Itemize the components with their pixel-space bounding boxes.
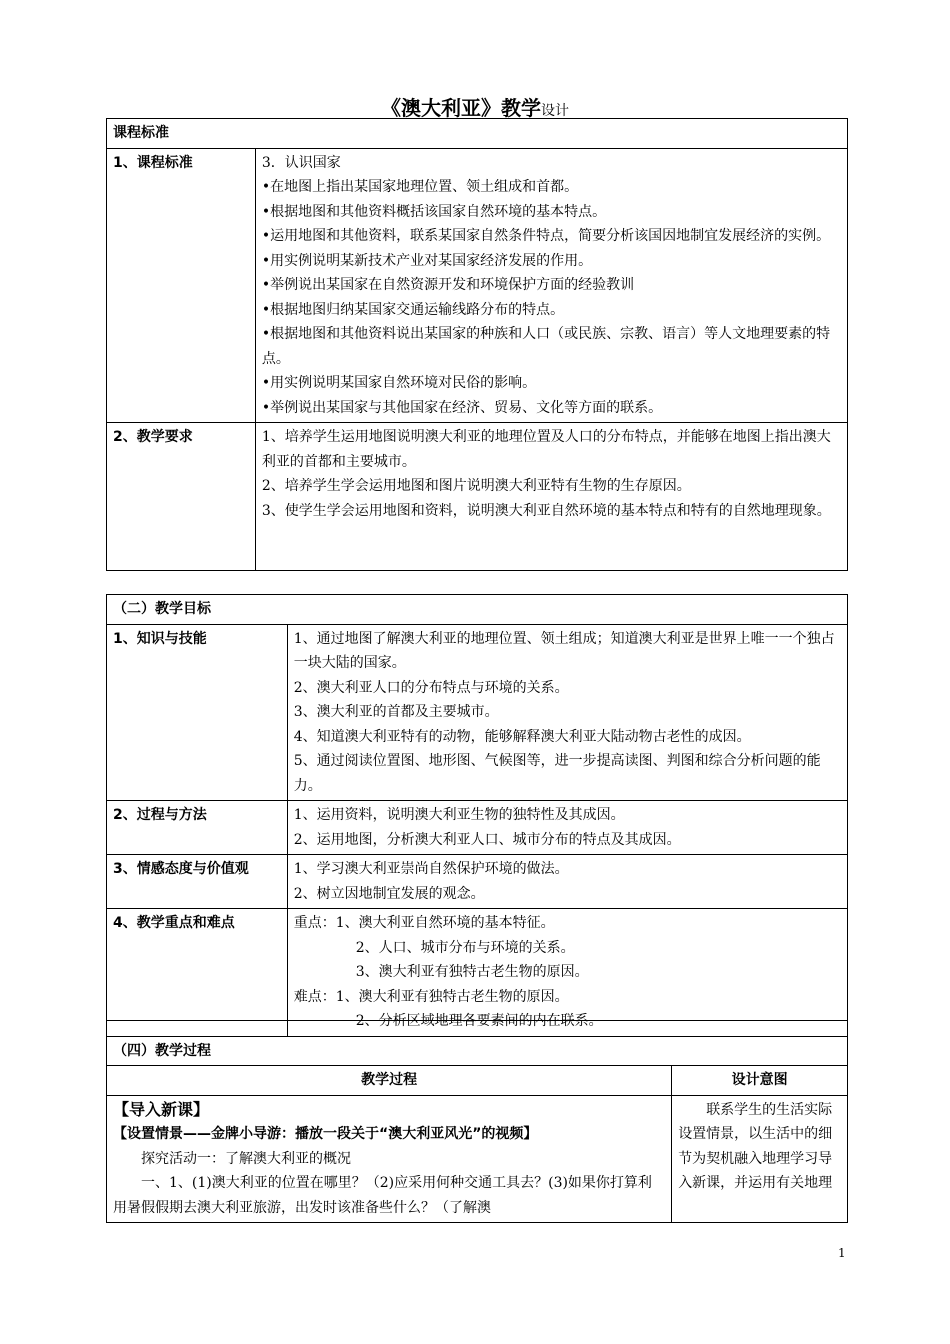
standards-label: 1、课程标准 — [107, 148, 256, 423]
focus-prefix: 重点： — [293, 915, 336, 931]
standards-line: •根据地图和其他资料说出某国家的种族和人口（或民族、宗教、语言）等人文地理要素的特点。 — [261, 326, 831, 367]
objectives-table — [106, 594, 848, 1037]
process-method-label: 2、过程与方法 — [107, 801, 288, 855]
requirements-content — [255, 423, 847, 571]
focus-line — [294, 911, 841, 936]
standards-line: •根据地图和其他资料概括该国家自然环境的基本特点。 — [261, 203, 607, 220]
difficulty-item: 1、澳大利亚有独特古老生物的原因。 — [335, 988, 569, 1005]
requirements-line: 3、使学生学会运用地图和资料，说明澳大利亚自然环境的基本特点和特有的自然地理现象。 — [261, 502, 831, 519]
page-number: 1 — [838, 1246, 846, 1260]
attitude-content — [287, 855, 847, 909]
focus-item: 2、人口、城市分布与环境的关系。 — [355, 939, 575, 956]
title-sub: 设计 — [541, 103, 569, 119]
objectives-heading: （二）教学目标 — [107, 595, 848, 625]
requirements-line: 1、培养学生运用地图说明澳大利亚的地理位置及人口的分布特点，并能够在地图上指出澳大利亚的首都和主要城市。 — [261, 429, 831, 470]
focus-item: 1、澳大利亚自然环境的基本特征。 — [335, 915, 555, 931]
intro-title: 【导入新课】 — [113, 1099, 210, 1119]
process-method-content — [287, 801, 847, 855]
knowledge-line: 5、通过阅读位置图、地形图、气候图等，进一步提高读图、判图和综合分析问题的能力。 — [293, 753, 821, 794]
knowledge-line: 3、澳大利亚的首都及主要城市。 — [293, 704, 499, 720]
requirements-line: 2、培养学生学会运用地图和图片说明澳大利亚特有生物的生存原因。 — [261, 478, 691, 494]
key-points-content — [287, 909, 847, 1037]
standards-line: •运用地图和其他资料，联系某国家自然条件特点，简要分析该国因地制宜发展经济的实例。 — [261, 228, 831, 244]
difficulty-line — [294, 985, 841, 1010]
standards-line: •根据地图归纳某国家交通运输线路分布的特点。 — [261, 301, 565, 318]
standards-line: •举例说出某国家在自然资源开发和环境保护方面的经验教训 — [261, 277, 635, 293]
standards-line: •用实例说明某新技术产业对某国家经济发展的作用。 — [261, 252, 593, 269]
process-table — [106, 1020, 848, 1223]
scenario-line: 【设置情景——金牌小导游：播放一段关于“澳大利亚风光”的视频】 — [113, 1126, 538, 1142]
standards-line: •举例说出某国家与其他国家在经济、贸易、文化等方面的联系。 — [261, 399, 663, 416]
focus-item: 3、澳大利亚有独特古老生物的原因。 — [355, 964, 589, 980]
knowledge-label: 1、知识与技能 — [107, 624, 288, 801]
standards-content — [255, 148, 847, 423]
document-title — [0, 92, 950, 121]
standards-line: •在地图上指出某国家地理位置、领土组成和首都。 — [261, 179, 579, 195]
difficulty-item: 2、分析区域地理各要素间的内在联系。 — [355, 1013, 603, 1029]
process-method-line: 1、运用资料，说明澳大利亚生物的独特性及其成因。 — [293, 807, 625, 823]
requirements-label: 2、教学要求 — [107, 423, 256, 571]
intent-text: 联系学生的生活实际设置情景，以生活中的细节为契机融入地理学习导入新课，并运用有关地理 — [672, 1095, 848, 1223]
difficulty-prefix: 难点： — [293, 988, 336, 1005]
knowledge-line: 4、知道澳大利亚特有的动物，能够解释澳大利亚大陆动物古老性的成因。 — [293, 728, 751, 745]
key-points-label: 4、教学重点和难点 — [107, 909, 288, 1037]
attitude-line: 1、学习澳大利亚崇尚自然保护环境的做法。 — [293, 861, 569, 877]
activity-line: 探究活动一：了解澳大利亚的概况 — [141, 1150, 351, 1167]
process-content — [107, 1095, 672, 1223]
standards-table — [106, 118, 848, 571]
standards-heading: 课程标准 — [107, 119, 848, 149]
attitude-line: 2、树立因地制宜发展的观念。 — [293, 885, 485, 902]
process-heading: （四）教学过程 — [107, 1021, 848, 1066]
knowledge-content — [287, 624, 847, 801]
title-main: 《澳大利亚》教学 — [381, 96, 541, 120]
question-text: 一、1、(1)澳大利亚的位置在哪里？（2)应采用何种交通工具去？(3)如果你打算利用暑假假期去澳大利亚旅游，出发时该准备些什么？（了解澳 — [113, 1175, 652, 1216]
standards-line: 3．认识国家 — [261, 154, 341, 171]
intent-col-header: 设计意图 — [672, 1066, 848, 1096]
knowledge-line: 1、通过地图了解澳大利亚的地理位置、领土组成；知道澳大利亚是世界上唯一一个独占一块大陆的国家。 — [293, 630, 835, 671]
process-method-line: 2、运用地图，分析澳大利亚人口、城市分布的特点及其成因。 — [293, 831, 681, 848]
standards-line: •用实例说明某国家自然环境对民俗的影响。 — [261, 375, 537, 391]
attitude-label: 3、情感态度与价值观 — [107, 855, 288, 909]
process-col-header: 教学过程 — [107, 1066, 672, 1096]
knowledge-line: 2、澳大利亚人口的分布特点与环境的关系。 — [293, 679, 569, 696]
